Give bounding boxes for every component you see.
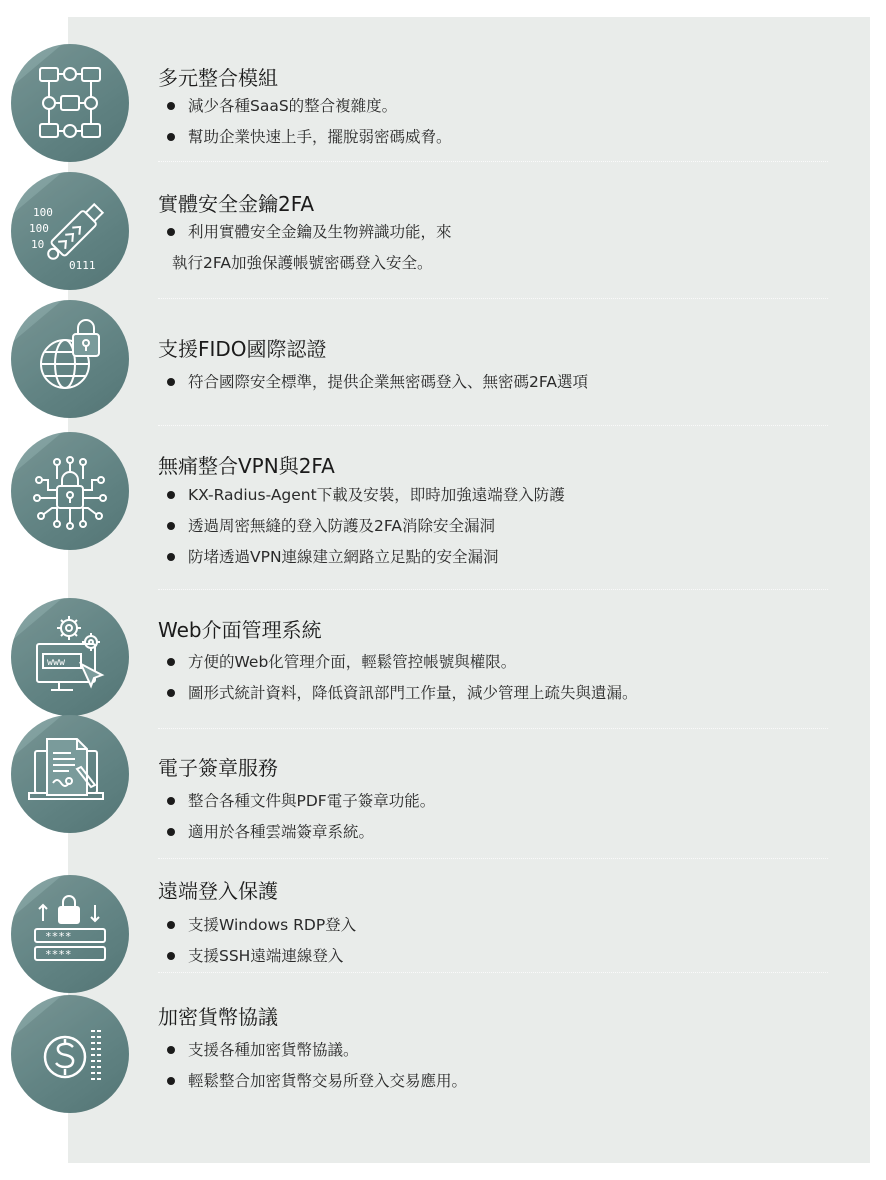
svg-text:0111: 0111 bbox=[69, 259, 96, 272]
list-item: 透過周密無縫的登入防護及2FA消除安全漏洞 bbox=[164, 516, 565, 547]
list-item: 支援各種加密貨幣協議。 bbox=[164, 1040, 467, 1071]
feature-icon-circle bbox=[11, 875, 129, 993]
globe-lock-icon bbox=[11, 300, 129, 418]
feature-title: 多元整合模組 bbox=[158, 66, 278, 90]
feature-title: 支援FIDO國際認證 bbox=[158, 337, 327, 361]
divider bbox=[158, 972, 828, 973]
list-item: 符合國際安全標準，提供企業無密碼登入、無密碼2FA選項 bbox=[164, 372, 588, 403]
svg-text:www: www bbox=[47, 657, 66, 668]
list-item: 輕鬆整合加密貨幣交易所登入交易應用。 bbox=[164, 1071, 467, 1102]
list-item: 圖形式統計資料，降低資訊部門工作量，減少管理上疏失與遺漏。 bbox=[164, 683, 638, 714]
feature-icon-circle bbox=[11, 44, 129, 162]
list-item-continuation: 執行2FA加強保護帳號密碼登入安全。 bbox=[172, 254, 433, 272]
svg-text:100: 100 bbox=[29, 222, 49, 235]
svg-text:10: 10 bbox=[31, 238, 45, 251]
list-item: 減少各種SaaS的整合複雜度。 bbox=[164, 96, 452, 127]
divider bbox=[158, 858, 828, 859]
svg-text:100: 100 bbox=[33, 206, 53, 219]
feature-title: Web介面管理系統 bbox=[158, 618, 322, 642]
feature-bullets bbox=[164, 1040, 467, 1102]
divider bbox=[158, 728, 828, 729]
feature-title: 電子簽章服務 bbox=[158, 756, 278, 780]
feature-icon-circle bbox=[11, 172, 129, 290]
list-item: 利用實體安全金鑰及生物辨識功能，來 bbox=[164, 222, 452, 253]
divider bbox=[158, 589, 828, 590]
remote-login-lock-icon bbox=[11, 875, 129, 993]
crypto-dollar-icon bbox=[11, 995, 129, 1113]
feature-bullets bbox=[164, 222, 452, 284]
e-signature-icon bbox=[11, 715, 129, 833]
feature-title: 實體安全金鑰2FA bbox=[158, 192, 315, 216]
feature-title: 加密貨幣協議 bbox=[158, 1005, 278, 1029]
list-item: 支援SSH遠端連線登入 bbox=[164, 946, 356, 977]
feature-title: 無痛整合VPN與2FA bbox=[158, 454, 335, 478]
feature-icon-circle bbox=[11, 715, 129, 833]
feature-bullets bbox=[164, 485, 565, 578]
list-item: 防堵透過VPN連線建立網路立足點的安全漏洞 bbox=[164, 547, 565, 578]
feature-bullets bbox=[164, 372, 588, 403]
list-item: 方便的Web化管理介面，輕鬆管控帳號與權限。 bbox=[164, 652, 638, 683]
feature-title: 遠端登入保護 bbox=[158, 879, 278, 903]
feature-icon-circle bbox=[11, 300, 129, 418]
svg-text:****: **** bbox=[45, 948, 72, 961]
feature-bullets bbox=[164, 791, 435, 853]
list-item: 支援Windows RDP登入 bbox=[164, 915, 356, 946]
network-modules-icon bbox=[11, 44, 129, 162]
svg-text:****: **** bbox=[45, 930, 72, 943]
feature-bullets bbox=[164, 652, 638, 714]
circuit-lock-icon bbox=[11, 432, 129, 550]
divider bbox=[158, 161, 828, 162]
web-admin-icon bbox=[11, 598, 129, 716]
feature-icon-circle bbox=[11, 995, 129, 1113]
divider bbox=[158, 425, 828, 426]
list-item: 幫助企業快速上手，擺脫弱密碼威脅。 bbox=[164, 127, 452, 158]
list-item: 適用於各種雲端簽章系統。 bbox=[164, 822, 435, 853]
feature-bullets bbox=[164, 915, 356, 977]
feature-icon-circle bbox=[11, 432, 129, 550]
feature-bullets bbox=[164, 96, 452, 158]
feature-icon-circle bbox=[11, 598, 129, 716]
divider bbox=[158, 298, 828, 299]
list-item: KX-Radius-Agent下載及安裝，即時加強遠端登入防護 bbox=[164, 485, 565, 516]
usb-security-key-icon bbox=[11, 172, 129, 290]
list-item: 整合各種文件與PDF電子簽章功能。 bbox=[164, 791, 435, 822]
